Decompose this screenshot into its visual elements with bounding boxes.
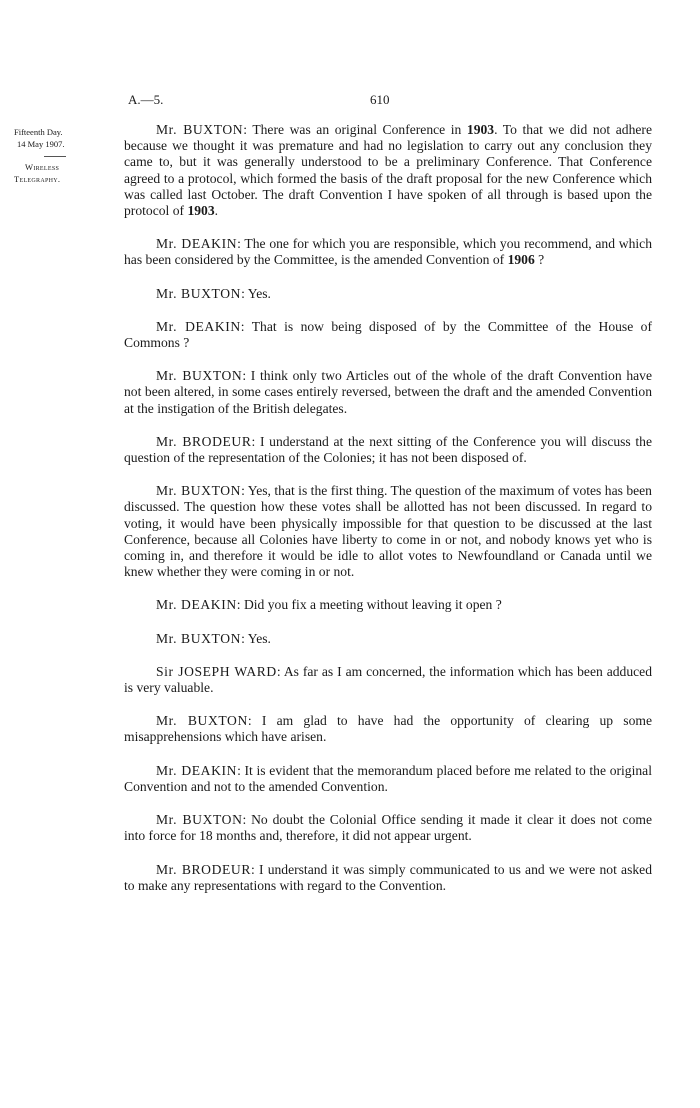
- margin-date: 14 May 1907.: [17, 139, 65, 149]
- speaker-name: Mr. DEAKIN: [156, 597, 237, 613]
- paragraph: [124, 122, 652, 219]
- speaker-name: Sir JOSEPH WARD: [156, 663, 277, 679]
- speech-text: : There was an original Conference in: [243, 122, 467, 137]
- speaker-name: Mr. BUXTON: [156, 483, 242, 499]
- margin-note: [14, 126, 106, 185]
- speech-text: : The one for which you are responsible, which you recommend, and which has been considered by the Committee, is the amended Convention of: [124, 236, 653, 268]
- paragraph: [124, 483, 652, 580]
- speaker-name: Mr. BUXTON: [156, 630, 242, 646]
- transcript-body: [124, 122, 652, 911]
- page-reference: A.—5.: [128, 92, 164, 107]
- year-1903: 1903: [466, 122, 495, 137]
- speech-text: . To that we did not adhere because we thought it was premature and had no legislation to carry out any conclusion they came to, but it was generally understood to be a preliminary Conference. That Conference agreed to a protocol, which formed the basis of the draft proposal for the new Conference which was called last October. The draft Convention I have spoken of all through is based upon the protocol of: [124, 122, 652, 219]
- speech-text: : Yes, that is the first thing. The question of the maximum of votes has been discussed. The question how these votes shall be allotted has not been discussed. In regard to voting, it would have been physically impossible for that question to be discussed at the last Conference, because all Colonies have liberty to come in or not, and nobody knows yet who is coming in, and therefore it would be idle to allot votes to Newfoundland or Canada until we knew whether they were coming in or not.: [124, 483, 652, 580]
- speech-text: : I think only two Articles out of the whole of the draft Convention have not been altered, in some cases entirely reversed, between the draft and the amended Convention at the instigation of the British delegates.: [124, 368, 652, 416]
- margin-topic-2: Telegraphy.: [14, 174, 61, 184]
- speech-text: : Yes.: [241, 630, 271, 646]
- speaker-name: Mr. BUXTON: [156, 285, 242, 301]
- speaker-name: Mr. BRODEUR: [156, 433, 252, 449]
- speech-text: : As far as I am concerned, the information which has been adduced is very valuable.: [124, 663, 652, 696]
- margin-topic-1: Wireless: [25, 162, 60, 172]
- speaker-name: Mr. DEAKIN: [156, 318, 241, 334]
- paragraph: [124, 763, 652, 795]
- year-1906: 1906: [507, 252, 535, 268]
- year-1903: 1903: [187, 203, 215, 219]
- speaker-name: Mr. BUXTON: [156, 368, 243, 384]
- speech-text: : I understand it was simply communicated to us and we were not asked to make any representations with regard to the Convention.: [124, 861, 653, 893]
- paragraph: [124, 434, 652, 466]
- speech-text: : No doubt the Colonial Office sending it made it clear it does not come into force for 18 months and, therefore, it did not appear urgent.: [124, 812, 652, 844]
- speech-text: : Yes.: [241, 285, 271, 301]
- paragraph: [124, 236, 652, 268]
- paragraph: [124, 597, 652, 613]
- speech-text: : It is evident that the memorandum placed before me related to the original Convention and not to the amended Convention.: [124, 762, 652, 794]
- speech-text: : Did you fix a meeting without leaving it open ?: [236, 597, 502, 613]
- paragraph: [124, 664, 652, 696]
- page-number: 610: [370, 92, 390, 107]
- paragraph: [124, 631, 652, 647]
- speech-text: ?: [534, 252, 545, 268]
- speaker-name: Mr. BUXTON: [156, 122, 244, 137]
- margin-day: Fifteenth Day.: [14, 127, 63, 137]
- margin-divider: [44, 156, 66, 157]
- paragraph: [124, 368, 652, 417]
- speaker-name: Mr. BUXTON: [156, 812, 243, 828]
- speaker-name: Mr. BRODEUR: [156, 861, 252, 877]
- speech-text: : That is now being disposed of by the Committee of the House of Commons ?: [124, 318, 652, 351]
- paragraph: [124, 812, 652, 844]
- paragraph: [124, 319, 652, 351]
- speaker-name: Mr. DEAKIN: [156, 762, 238, 778]
- speaker-name: Mr. BUXTON: [156, 713, 248, 729]
- speech-text: : I am glad to have had the opportunity of clearing up some misapprehensions which have arisen.: [124, 713, 652, 745]
- paragraph: [124, 713, 652, 745]
- paragraph: [124, 286, 652, 302]
- speech-text: .: [214, 203, 219, 219]
- paragraph: [124, 862, 652, 894]
- speaker-name: Mr. DEAKIN: [156, 236, 238, 252]
- speech-text: : I understand at the next sitting of the Conference you will discuss the question of the representation of the Colonies; it has not been disposed of.: [124, 433, 653, 466]
